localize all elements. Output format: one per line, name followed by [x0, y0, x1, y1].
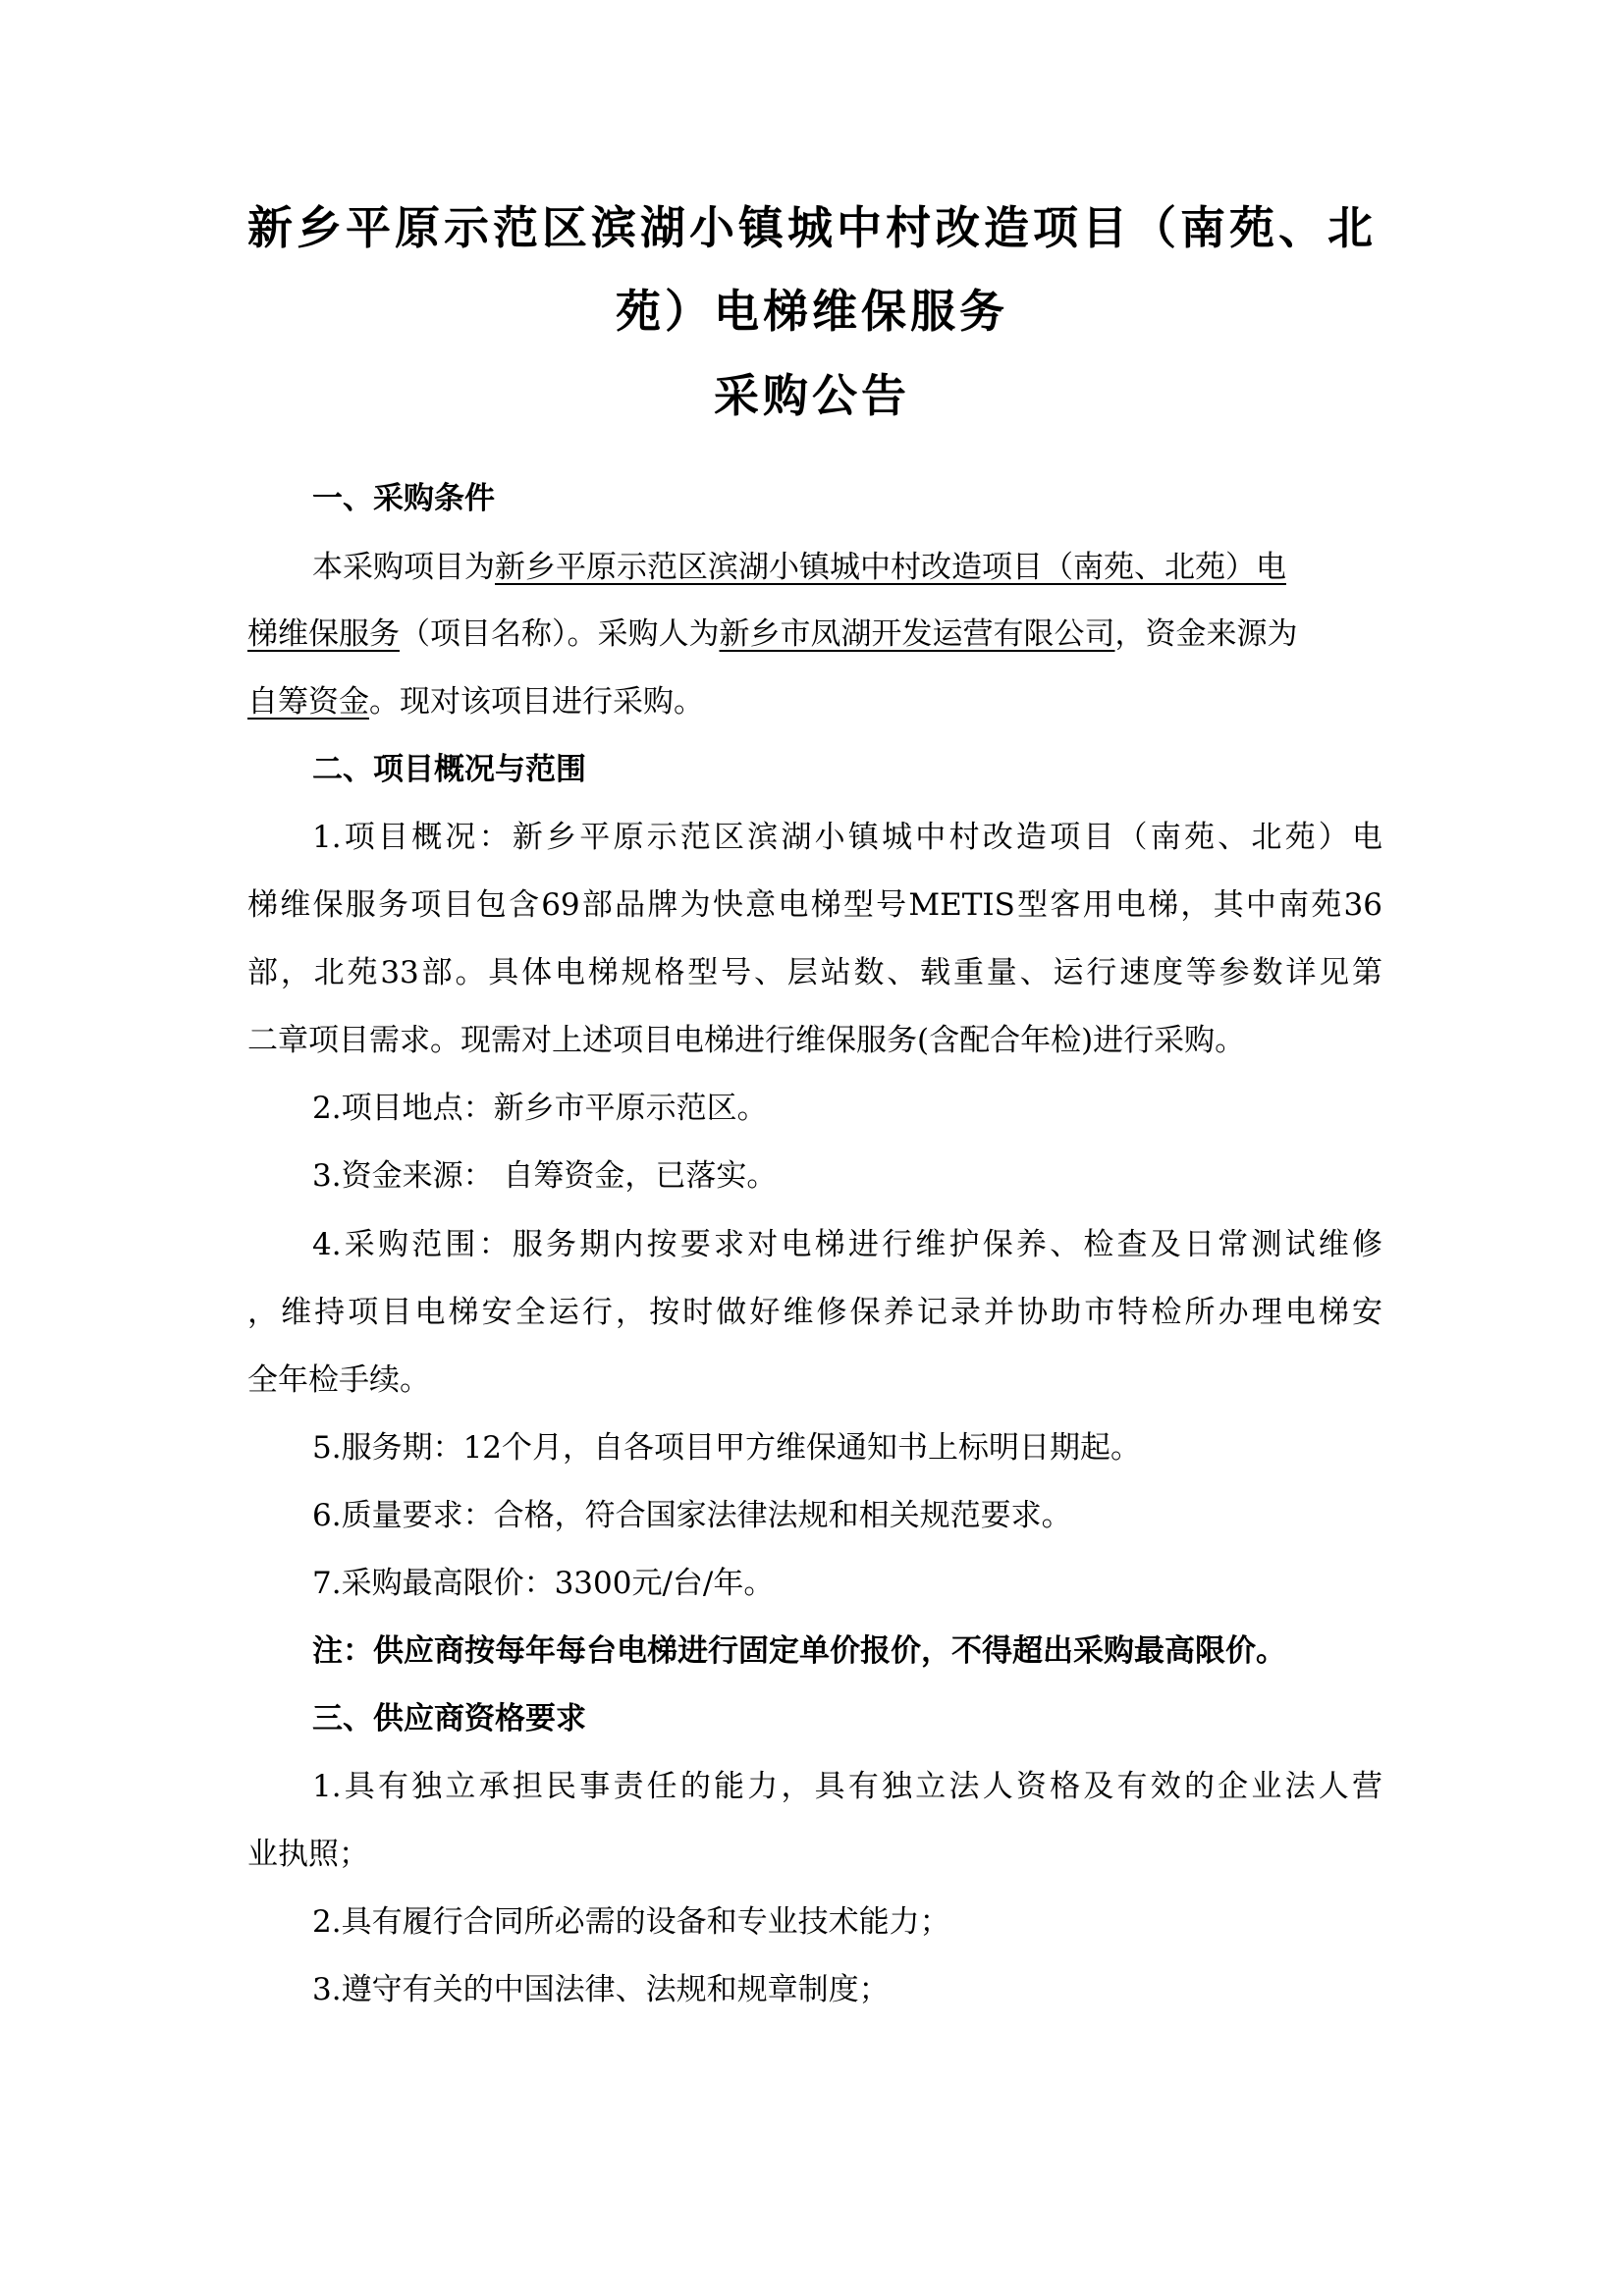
project-name-part-1: 新乡平原示范区滨湖小镇城中村改造项目（南苑、北苑）电 — [495, 550, 1286, 585]
s1-text: （项目名称）。采购人为 — [400, 616, 720, 652]
title-line-3: 采购公告 — [714, 369, 910, 422]
section-3-heading: 三、供应商资格要求 — [312, 1701, 586, 1736]
s1-text: 。现对该项目进行采购。 — [369, 684, 704, 720]
s2-item-6: 6.质量要求：合格，符合国家法律法规和相关规范要求。 — [312, 1498, 1072, 1533]
s3-item-2: 2.具有履行合同所必需的设备和专业技术能力； — [312, 1904, 950, 1940]
s1-line-2 — [247, 614, 1382, 654]
s2-item-4-line-2: ，维持项目电梯安全运行，按时做好维修保养记录并协助市特检所办理电梯安 — [247, 1295, 1382, 1330]
s1-text: ，资金来源为 — [1114, 616, 1298, 652]
section-1-heading: 一、采购条件 — [312, 481, 495, 516]
s2-item-4-line-3: 全年检手续。 — [247, 1362, 430, 1398]
section-2-heading: 二、项目概况与范围 — [312, 752, 586, 787]
fund-source: 自筹资金 — [247, 684, 369, 720]
s1-line-3 — [247, 682, 1382, 721]
s1-line-1 — [312, 548, 1382, 587]
s3-item-1-line-1: 1.具有独立承担民事责任的能力，具有独立法人资格及有效的企业法人营 — [312, 1769, 1382, 1804]
purchaser-name: 新乡市凤湖开发运营有限公司 — [719, 616, 1115, 652]
s3-item-1-line-2: 业执照； — [247, 1837, 369, 1872]
s2-item-4-line-1: 4.采购范围：服务期内按要求对电梯进行维护保养、检查及日常测试维修 — [312, 1227, 1382, 1262]
s2-item-1-line-2: 梯维保服务项目包含69部品牌为快意电梯型号METIS型客用电梯，其中南苑36 — [247, 887, 1382, 923]
title-line-2: 苑）电梯维保服务 — [616, 285, 1008, 338]
s2-item-2: 2.项目地点：新乡市平原示范区。 — [312, 1091, 768, 1126]
s2-item-7: 7.采购最高限价：3300元/台/年。 — [312, 1566, 775, 1601]
s3-item-3: 3.遵守有关的中国法律、法规和规章制度； — [312, 1972, 890, 2007]
s2-item-1-line-4: 二章项目需求。现需对上述项目电梯进行维保服务(含配合年检)进行采购。 — [247, 1023, 1246, 1058]
title-line-1: 新乡平原示范区滨湖小镇城中村改造项目（南苑、北 — [247, 201, 1377, 254]
s2-item-1-line-3: 部，北苑33部。具体电梯规格型号、层站数、载重量、运行速度等参数详见第 — [247, 955, 1382, 990]
s2-item-3: 3.资金来源： 自筹资金，已落实。 — [312, 1158, 778, 1194]
s2-item-1-line-1: 1.项目概况：新乡平原示范区滨湖小镇城中村改造项目（南苑、北苑）电 — [312, 820, 1382, 855]
s2-item-5: 5.服务期：12个月，自各项目甲方维保通知书上标明日期起。 — [312, 1430, 1142, 1466]
s1-text: 本采购项目为 — [312, 550, 495, 585]
s2-note: 注：供应商按每年每台电梯进行固定单价报价，不得超出采购最高限价。 — [312, 1633, 1286, 1669]
project-name-part-2: 梯维保服务 — [247, 616, 400, 652]
